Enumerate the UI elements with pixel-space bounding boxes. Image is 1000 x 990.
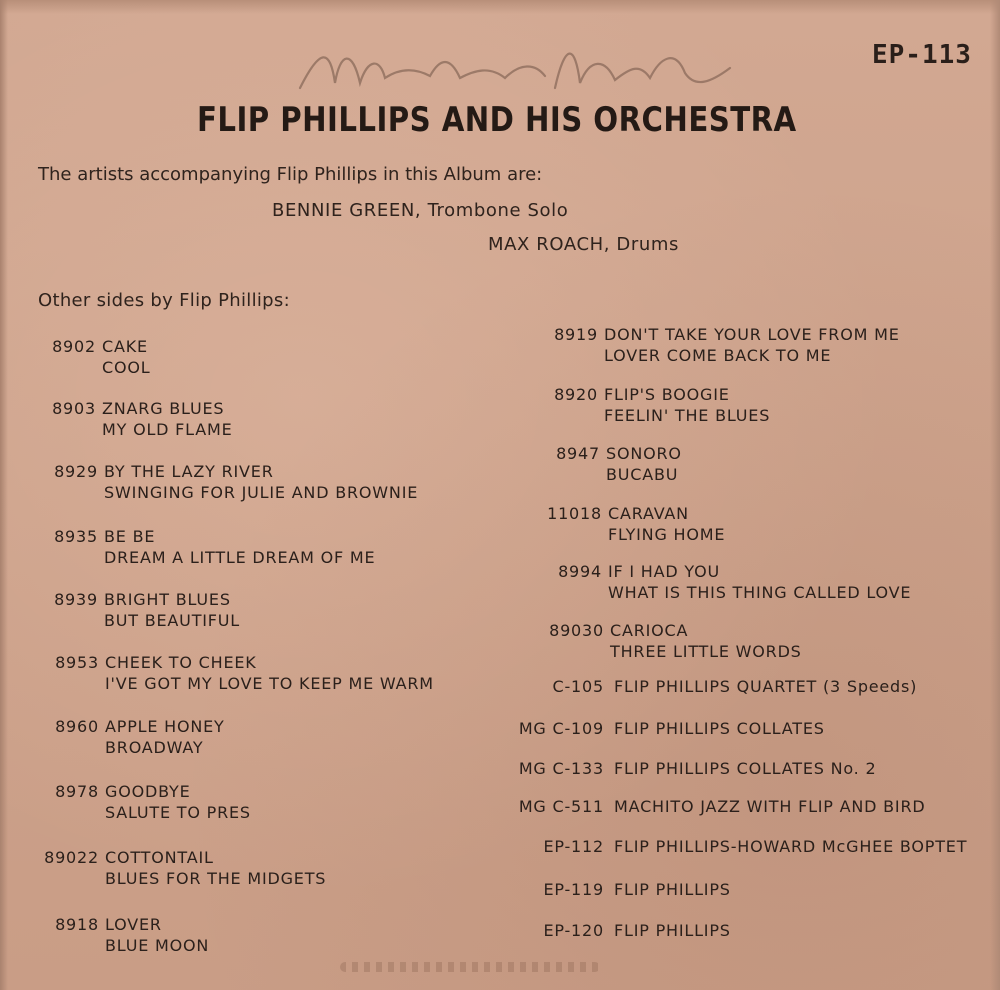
album-listing-title: FLIP PHILLIPS COLLATES No. 2 <box>614 759 877 778</box>
side-a-title: BE BE <box>104 527 156 546</box>
record-listing <box>40 336 150 378</box>
side-b-title: LOVER COME BACK TO ME <box>604 346 832 365</box>
catalog-number: EP-113 <box>872 40 972 70</box>
side-b-title: MY OLD FLAME <box>102 420 233 439</box>
record-listing <box>43 847 326 889</box>
side-b-title: COOL <box>102 358 151 377</box>
side-a-title: BY THE LAZY RIVER <box>104 462 274 481</box>
record-listing <box>42 526 375 568</box>
record-number: 8902 <box>52 337 96 356</box>
record-listing <box>43 781 251 823</box>
side-a-title: DON'T TAKE YOUR LOVE FROM ME <box>604 325 900 344</box>
side-a-title: FLIP'S BOOGIE <box>604 385 730 404</box>
handwritten-signature <box>290 28 750 108</box>
record-listing <box>42 461 418 503</box>
record-listing <box>536 324 900 366</box>
record-number: 11018 <box>547 504 602 523</box>
album-listing <box>484 797 926 816</box>
side-a-title: CHEEK TO CHEEK <box>105 653 257 672</box>
album-listing <box>484 677 917 696</box>
record-number: 8903 <box>52 399 96 418</box>
side-b-title: DREAM A LITTLE DREAM OF ME <box>104 548 376 567</box>
side-b-title: WHAT IS THIS THING CALLED LOVE <box>608 583 912 602</box>
side-b-title: SALUTE TO PRES <box>105 803 251 822</box>
record-number: 8935 <box>54 527 98 546</box>
album-number: MG C-511 <box>518 797 604 816</box>
side-b-title: BUCABU <box>606 465 679 484</box>
record-listing <box>542 620 802 662</box>
side-a-title: APPLE HONEY <box>105 717 225 736</box>
side-b-title: I'VE GOT MY LOVE TO KEEP ME WARM <box>105 674 434 693</box>
artist-credit: BENNIE GREEN, Trombone Solo <box>272 200 569 221</box>
album-listing-title: FLIP PHILLIPS <box>614 880 731 899</box>
album-listing-title: FLIP PHILLIPS <box>614 921 731 940</box>
album-number: C-105 <box>552 677 604 696</box>
side-b-title: FEELIN' THE BLUES <box>604 406 771 425</box>
side-a-title: ZNARG BLUES <box>102 399 225 418</box>
record-listing <box>540 503 725 545</box>
side-b-title: THREE LITTLE WORDS <box>610 642 802 661</box>
side-b-title: SWINGING FOR JULIE AND BROWNIE <box>104 483 419 502</box>
record-listing <box>538 443 682 485</box>
record-number: 8929 <box>54 462 98 481</box>
album-listing-title: FLIP PHILLIPS QUARTET (3 Speeds) <box>614 677 918 696</box>
record-number: 8919 <box>554 325 598 344</box>
record-listing <box>42 589 240 631</box>
record-number: 8918 <box>55 915 99 934</box>
record-number: 8939 <box>54 590 98 609</box>
side-a-title: GOODBYE <box>105 782 191 801</box>
album-listing-title: FLIP PHILLIPS COLLATES <box>614 719 825 738</box>
side-b-title: BLUES FOR THE MIDGETS <box>105 869 327 888</box>
record-listing <box>540 561 911 603</box>
side-b-title: BLUE MOON <box>105 936 210 955</box>
record-listing <box>43 914 209 956</box>
side-a-title: BRIGHT BLUES <box>104 590 231 609</box>
sleeve-right-edge <box>990 0 1000 990</box>
record-number: 8960 <box>55 717 99 736</box>
album-title: FLIP PHILLIPS AND HIS ORCHESTRA <box>197 100 797 140</box>
album-listing-title: FLIP PHILLIPS-HOWARD McGHEE BOPTET <box>614 837 968 856</box>
side-b-title: FLYING HOME <box>608 525 726 544</box>
album-number: EP-120 <box>543 921 604 940</box>
record-listing <box>536 384 770 426</box>
side-a-title: IF I HAD YOU <box>608 562 720 581</box>
side-b-title: BROADWAY <box>105 738 204 757</box>
record-number: 89030 <box>549 621 604 640</box>
intro-text: The artists accompanying Flip Phillips in this Album are: <box>38 164 543 185</box>
record-number: 8978 <box>55 782 99 801</box>
record-number: 89022 <box>44 848 99 867</box>
record-number: 8953 <box>55 653 99 672</box>
record-listing <box>40 398 233 440</box>
side-a-title: COTTONTAIL <box>105 848 214 867</box>
other-sides-heading: Other sides by Flip Phillips: <box>38 290 290 311</box>
sleeve-top-edge <box>0 0 1000 14</box>
album-listing <box>484 759 876 778</box>
album-listing-title: MACHITO JAZZ WITH FLIP AND BIRD <box>614 797 926 816</box>
sleeve-left-edge <box>0 0 8 990</box>
album-number: MG C-133 <box>518 759 604 778</box>
record-number: 8947 <box>556 444 600 463</box>
album-number: MG C-109 <box>518 719 604 738</box>
worn-print-mark <box>340 962 600 972</box>
record-number: 8920 <box>554 385 598 404</box>
album-listing <box>484 880 731 899</box>
side-a-title: CAKE <box>102 337 148 356</box>
album-listing <box>484 837 967 856</box>
side-a-title: CARAVAN <box>608 504 689 523</box>
album-listing <box>484 921 731 940</box>
side-b-title: BUT BEAUTIFUL <box>104 611 241 630</box>
record-number: 8994 <box>558 562 602 581</box>
artist-credit: MAX ROACH, Drums <box>488 234 679 255</box>
side-a-title: CARIOCA <box>610 621 689 640</box>
side-a-title: LOVER <box>105 915 162 934</box>
album-listing <box>484 719 825 738</box>
album-number: EP-112 <box>543 837 604 856</box>
record-listing <box>43 716 225 758</box>
album-number: EP-119 <box>543 880 604 899</box>
side-a-title: SONORO <box>606 444 682 463</box>
record-listing <box>43 652 434 694</box>
